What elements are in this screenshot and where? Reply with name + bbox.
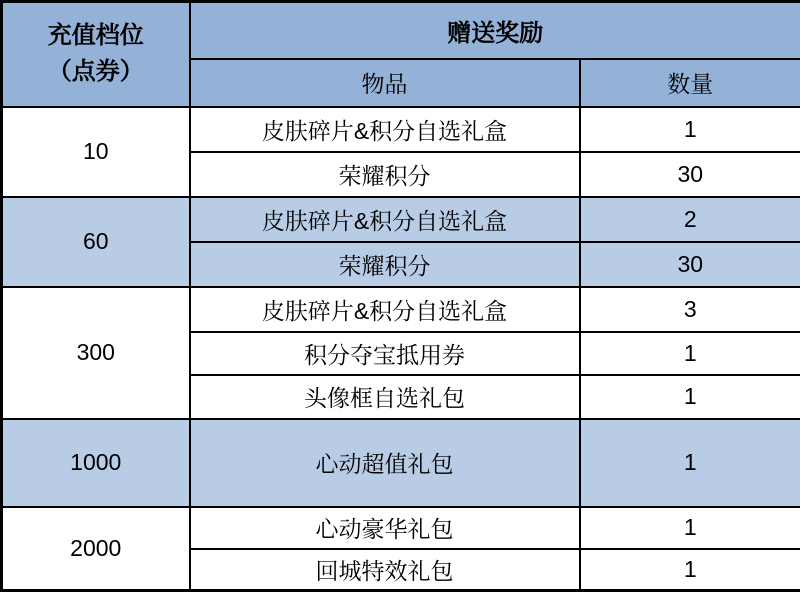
item-cell: 荣耀积分 [190,152,580,197]
tier-cell: 1000 [2,419,190,507]
qty-cell: 1 [580,107,800,152]
tier-header-line1: 充值档位 [3,18,189,54]
qty-cell: 1 [580,549,800,591]
tier-cell: 2000 [2,507,190,591]
tier-header-line2: （点券） [3,54,189,90]
item-cell: 皮肤碎片&积分自选礼盒 [190,107,580,152]
tier-cell: 300 [2,287,190,419]
item-cell: 积分夺宝抵用券 [190,332,580,375]
qty-cell: 1 [580,419,800,507]
tier-cell: 10 [2,107,190,197]
item-column-header: 物品 [190,59,580,107]
item-cell: 皮肤碎片&积分自选礼盒 [190,197,580,242]
qty-column-header: 数量 [580,59,800,107]
reward-column-header: 赠送奖励 [190,2,800,59]
qty-cell: 30 [580,242,800,287]
item-cell: 荣耀积分 [190,242,580,287]
tier-cell: 60 [2,197,190,287]
item-cell: 回城特效礼包 [190,549,580,591]
item-cell: 头像框自选礼包 [190,375,580,419]
item-cell: 皮肤碎片&积分自选礼盒 [190,287,580,332]
item-cell: 心动超值礼包 [190,419,580,507]
item-cell: 心动豪华礼包 [190,507,580,549]
qty-cell: 1 [580,507,800,549]
qty-cell: 2 [580,197,800,242]
qty-cell: 30 [580,152,800,197]
qty-cell: 1 [580,375,800,419]
tier-column-header [2,2,190,107]
qty-cell: 3 [580,287,800,332]
qty-cell: 1 [580,332,800,375]
